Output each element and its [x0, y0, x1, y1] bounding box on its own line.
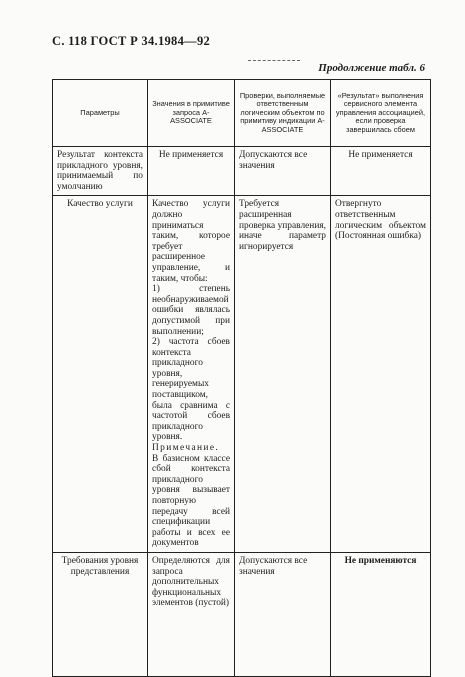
column-header-result: «Результат» выполнения сервисного элемента управления ассоциацией, если проверка завершилась сбоем: [331, 80, 431, 147]
param-cell: Требования уровня представления: [53, 552, 148, 676]
table-row: [53, 196, 431, 553]
value-cell: Определяются для запроса дополнительных функциональных элементов (пустой): [148, 552, 235, 676]
page-header: С. 118 ГОСТ Р 34.1984—92: [52, 34, 211, 48]
column-header-parameters: Параметры: [53, 80, 148, 147]
table-row: [53, 552, 431, 676]
scan-mark: [248, 60, 300, 61]
value-cell: [148, 196, 235, 553]
result-cell: Не применяются: [331, 552, 431, 676]
value-paragraph: Качество услуги должно приниматься таким, которое требует расширенное управление, и таким, чтобы:: [152, 199, 230, 284]
value-paragraph: 2) частота сбоев контекста прикладного уровня, генерируемых поставщиком, была сравнима с частотой сбоев прикладного уровня.: [152, 337, 230, 443]
table-header-row: [53, 80, 431, 147]
table-continuation-title: Продолжение табл. 6: [318, 62, 425, 74]
check-cell: Допускаются все значения: [235, 147, 331, 196]
column-header-request-values: Значения в примитиве запроса A-ASSOCIATE: [148, 80, 235, 147]
param-cell: Качество услуги: [53, 196, 148, 553]
check-cell: Требуется расширенная проверка управления, иначе параметр игнорируется: [235, 196, 331, 553]
column-header-checks: Проверки, выполняемые ответственным логическим объектом по примитиву индикации A-ASSOCIATE: [235, 80, 331, 147]
table-row: [53, 147, 431, 196]
value-cell: Не применяется: [148, 147, 235, 196]
note-label: Примечание.: [152, 443, 220, 454]
result-cell: Не применяется: [331, 147, 431, 196]
value-paragraph: 1) степень необнаруживаемой ошибки являлась допустимой при выполнении;: [152, 284, 230, 337]
parameters-table: [52, 79, 431, 677]
note-text: В базисном классе сбой контекста прикладного уровня вызывает повторную передачу всей спецификации работы и всех ее документов: [152, 453, 230, 549]
param-cell: Результат контекста прикладного уровня, принимаемый по умолчанию: [53, 147, 148, 196]
check-cell: Допускаются все значения: [235, 552, 331, 676]
result-cell: Отвергнуто ответственным логическим объектом (Постоянная ошибка): [331, 196, 431, 553]
